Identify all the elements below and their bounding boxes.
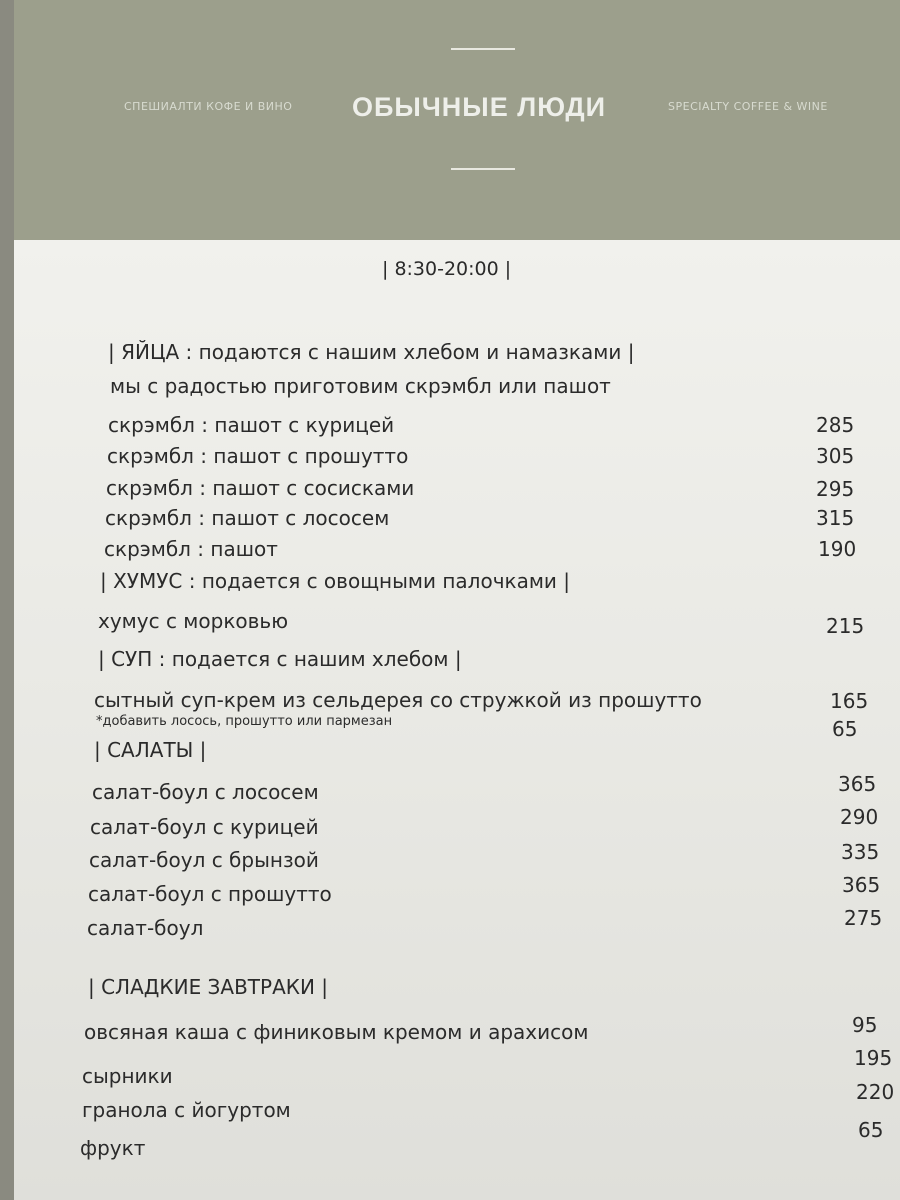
menu-item: скрэмбл : пашот с курицей (108, 413, 395, 437)
menu-item-price: 190 (818, 537, 857, 561)
brand-title: ОБЫЧНЫЕ ЛЮДИ (352, 92, 607, 122)
opening-hours: | 8:30-20:00 | (382, 258, 512, 280)
menu-item: скрэмбл : пашот с сосисками (106, 476, 415, 500)
tagline-en: SPECIALTY COFFEE & WINE (668, 100, 828, 113)
table-edge (0, 0, 14, 1200)
soup-addon-note: *добавить лосось, прошутто или пармезан (96, 714, 393, 729)
menu-item: сырники (82, 1064, 173, 1088)
section-subtitle-eggs: мы с радостью приготовим скрэмбл или пашот (110, 374, 611, 398)
menu-item: скрэмбл : пашот с прошутто (107, 444, 409, 468)
menu-item: салат-боул с брынзой (89, 848, 319, 872)
menu-item-price: 285 (816, 413, 855, 437)
header-rule-top (451, 48, 515, 50)
menu-item-price: 165 (830, 689, 869, 713)
menu-item-price: 335 (841, 840, 880, 864)
header-rule-bottom (451, 168, 515, 170)
menu-item: салат-боул (87, 916, 204, 940)
section-heading-soup: | СУП : подается с нашим хлебом | (98, 647, 462, 671)
tagline-ru: СПЕШИАЛТИ КОФЕ И ВИНО (124, 100, 293, 113)
menu-item: фрукт (80, 1136, 146, 1160)
menu-item-price: 95 (852, 1013, 878, 1037)
menu-item: салат-боул с лососем (92, 780, 319, 804)
menu-item-price: 215 (826, 614, 865, 638)
menu-item-price: 305 (816, 444, 855, 468)
section-heading-hummus: | ХУМУС : подается с овощными палочками | (100, 569, 571, 593)
menu-item: овсяная каша с финиковым кремом и арахисом (84, 1020, 589, 1044)
section-heading-sweet: | СЛАДКИЕ ЗАВТРАКИ | (88, 975, 328, 999)
menu-item: хумус с морковью (98, 609, 289, 633)
soup-addon-price: 65 (832, 717, 858, 741)
menu-item-price: 365 (838, 772, 877, 796)
menu-item-price: 65 (858, 1118, 884, 1142)
menu-item-price: 195 (854, 1046, 893, 1070)
menu-item-price: 365 (842, 873, 881, 897)
menu-item-price: 275 (844, 906, 883, 930)
menu-item-price: 290 (840, 805, 879, 829)
menu-item: гранола с йогуртом (82, 1098, 291, 1122)
menu-item: сытный суп-крем из сельдерея со стружкой из прошутто (94, 688, 702, 712)
menu-item: салат-боул с прошутто (88, 882, 332, 906)
menu-item: скрэмбл : пашот с лососем (105, 506, 390, 530)
section-heading-salads: | САЛАТЫ | (94, 738, 207, 762)
menu-item: салат-боул с курицей (90, 815, 319, 839)
menu-item-price: 220 (856, 1080, 895, 1104)
menu-item-price: 315 (816, 506, 855, 530)
menu-item: скрэмбл : пашот (104, 537, 278, 561)
section-heading-eggs: | ЯЙЦА : подаются с нашим хлебом и намазками | (108, 340, 635, 364)
menu-item-price: 295 (816, 477, 855, 501)
